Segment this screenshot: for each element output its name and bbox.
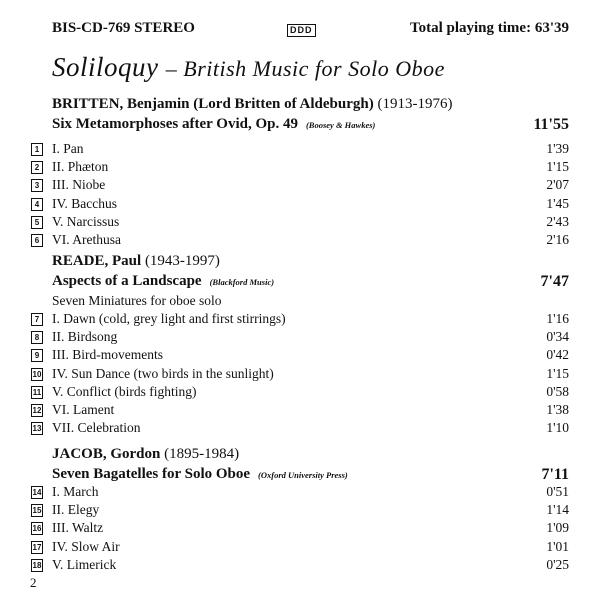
- track-row: [0, 557, 600, 575]
- track-duration: 1'16: [546, 311, 569, 326]
- track-duration: 0'25: [546, 556, 569, 572]
- track-number: 7: [31, 313, 43, 326]
- track-duration: 1'15: [546, 159, 569, 175]
- composer-name: JACOB, Gordon: [52, 446, 161, 462]
- composer-dates: (1913-1976): [377, 96, 453, 112]
- work-heading: [52, 273, 569, 290]
- track-title: I. Pan: [52, 141, 84, 156]
- composer-name: READE, Paul: [52, 253, 142, 269]
- track-title: VII. Celebration: [52, 420, 141, 436]
- track-title: VI. Arethusa: [52, 232, 121, 247]
- track-number: 12: [32, 406, 42, 415]
- track-number: 5: [31, 216, 43, 229]
- track-title: II. Phæton: [52, 159, 109, 175]
- track-row: [0, 366, 600, 384]
- track-title: IV. Slow Air: [52, 538, 120, 554]
- work-title: Six Metamorphoses after Ovid, Op. 49: [52, 116, 298, 132]
- page-number: 2: [30, 575, 37, 590]
- track-number: 18: [32, 560, 42, 570]
- track-title: III. Waltz: [52, 520, 104, 536]
- track-number: 2: [31, 161, 43, 174]
- work-title: Aspects of a Landscape: [52, 273, 202, 289]
- composer-heading: [52, 253, 220, 270]
- catalog-number: BIS-CD-769 STEREO: [52, 20, 195, 36]
- track-number: 15: [32, 506, 42, 516]
- track-number: 17: [32, 542, 42, 552]
- track-number: 3: [31, 179, 43, 192]
- track-title: V. Limerick: [52, 556, 117, 572]
- track-duration: 0'58: [546, 383, 569, 399]
- track-duration: 1'39: [546, 141, 569, 156]
- total-playing-time: Total playing time: 63'39: [409, 20, 569, 36]
- ddd-badge: DDD: [287, 24, 316, 37]
- track-title: VI. Lament: [52, 402, 115, 417]
- track-title: II. Birdsong: [52, 329, 118, 345]
- work-total-time: 11'55: [533, 116, 569, 133]
- work-publisher: (Oxford University Press): [258, 470, 348, 480]
- track-row: [0, 232, 600, 250]
- track-number: 9: [31, 349, 43, 362]
- track-duration: 2'43: [546, 213, 569, 229]
- composer-dates: (1943-1997): [144, 253, 220, 269]
- track-number: 16: [32, 524, 42, 534]
- track-number: 1: [31, 143, 43, 156]
- track-row: [0, 177, 600, 195]
- track-row: [0, 214, 600, 232]
- track-number: 6: [31, 234, 43, 247]
- track-row: [0, 159, 600, 177]
- composer-dates: (1895-1984): [164, 446, 240, 462]
- track-row: [0, 347, 600, 365]
- track-row: [0, 329, 600, 347]
- track-row: [0, 502, 600, 520]
- track-number: 10: [32, 369, 42, 379]
- track-number: 4: [31, 198, 43, 211]
- track-title: V. Narcissus: [52, 213, 120, 229]
- track-title: III. Niobe: [52, 177, 106, 193]
- track-row: [0, 520, 600, 538]
- album-title: [52, 52, 445, 83]
- work-total-time: 7'47: [540, 273, 569, 290]
- track-number: 14: [32, 488, 42, 497]
- track-duration: 1'14: [546, 502, 569, 518]
- composer-heading: [52, 446, 239, 463]
- track-duration: 1'38: [546, 402, 569, 417]
- track-duration: 1'45: [546, 195, 569, 211]
- track-row: [0, 384, 600, 402]
- track-number: 8: [31, 331, 43, 344]
- track-title: II. Elegy: [52, 502, 100, 518]
- track-row: [0, 402, 600, 420]
- track-duration: 1'10: [546, 420, 569, 436]
- track-duration: 1'01: [546, 538, 569, 554]
- track-title: I. March: [52, 484, 99, 499]
- track-duration: 1'15: [546, 365, 569, 381]
- track-title: IV. Bacchus: [52, 195, 117, 211]
- work-publisher: (Blackford Music): [209, 277, 275, 287]
- track-title: III. Bird-movements: [52, 347, 163, 363]
- track-row: [0, 484, 600, 502]
- track-duration: 2'07: [546, 177, 569, 193]
- work-title: Seven Bagatelles for Solo Oboe: [52, 466, 251, 482]
- track-row: [0, 141, 600, 159]
- track-number: 11: [32, 387, 42, 397]
- track-row: [0, 196, 600, 214]
- composer-title-extra: (Lord Britten of Aldeburgh): [193, 96, 374, 112]
- track-duration: 0'42: [546, 347, 569, 363]
- work-total-time: 7'11: [541, 466, 569, 483]
- track-number: 13: [32, 424, 42, 434]
- album-subtitle: – British Music for Solo Oboe: [165, 56, 445, 81]
- track-title: V. Conflict (birds fighting): [52, 383, 197, 399]
- work-heading: [52, 466, 569, 483]
- album-title-main: Soliloquy: [52, 52, 159, 82]
- track-duration: 0'51: [546, 484, 569, 499]
- track-duration: 2'16: [546, 232, 569, 247]
- work-publisher: (Boosey & Hawkes): [305, 120, 376, 130]
- track-title: IV. Sun Dance (two birds in the sunlight): [52, 365, 274, 381]
- track-row: [0, 311, 600, 329]
- track-title: I. Dawn (cold, grey light and first stirrings): [52, 311, 286, 326]
- track-duration: 0'34: [546, 329, 569, 345]
- work-heading: [52, 116, 569, 133]
- composer-name: BRITTEN, Benjamin: [52, 96, 190, 112]
- composer-heading: [52, 96, 452, 113]
- track-duration: 1'09: [546, 520, 569, 536]
- track-row: [0, 420, 600, 438]
- track-row: [0, 539, 600, 557]
- work-subtitle: Seven Miniatures for oboe solo: [52, 293, 222, 308]
